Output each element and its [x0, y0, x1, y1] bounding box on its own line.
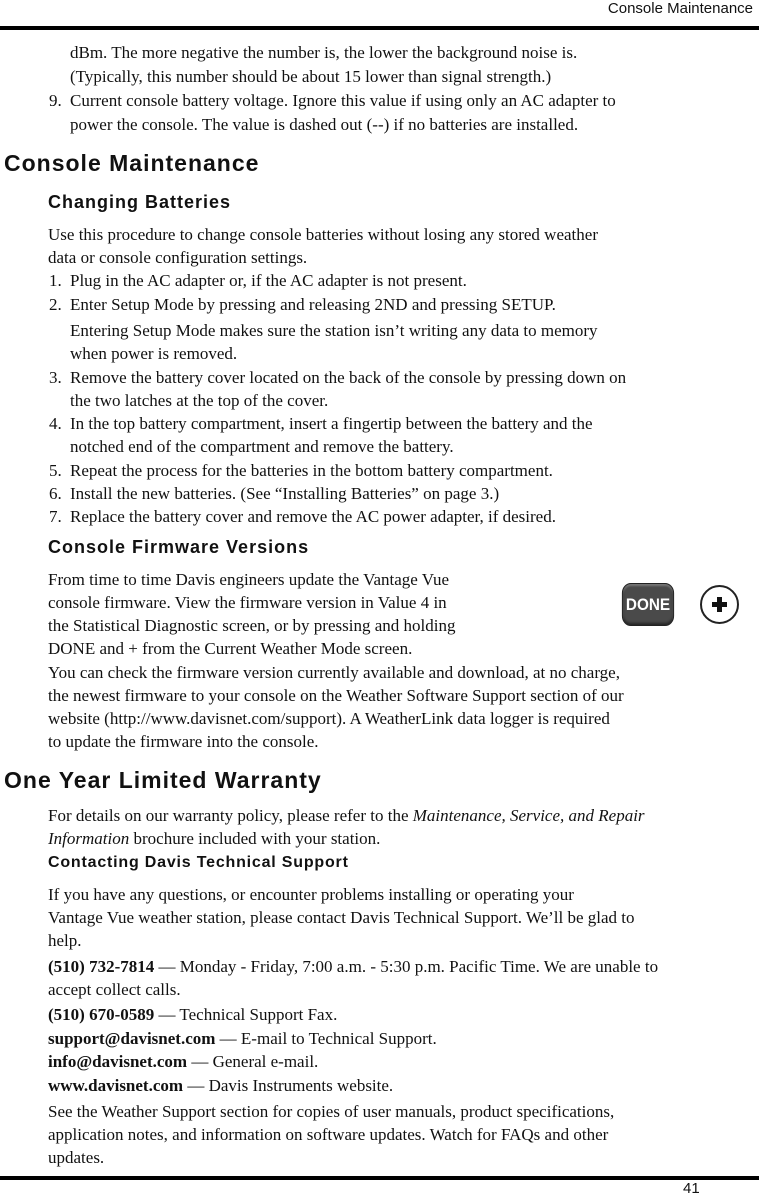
warranty-text: brochure included with your station. — [129, 829, 381, 848]
batteries-para-line-1: Use this procedure to change console batteries without losing any stored weather — [48, 225, 598, 244]
intro-line-1: dBm. The more negative the number is, the lower the background noise is. — [70, 43, 578, 62]
support-para-line: If you have any questions, or encounter problems installing or operating your — [48, 885, 574, 904]
heading-warranty: One Year Limited Warranty — [4, 767, 322, 793]
step-text: Repeat the process for the batteries in the bottom battery compartment. — [70, 461, 553, 480]
page-header-title: Console Maintenance — [607, 0, 753, 17]
list-number: 5. — [49, 461, 62, 480]
support-email-description: — E-mail to Technical Support. — [215, 1029, 437, 1048]
firmware-para-line: DONE and + from the Current Weather Mode screen. — [48, 639, 413, 658]
step-text: Install the new batteries. (See “Installing Batteries” on page 3.) — [70, 484, 500, 503]
firmware-para2-line: website (http://www.davisnet.com/support). A WeatherLink data logger is required — [48, 709, 610, 728]
closing-para-line: updates. — [48, 1148, 105, 1167]
warranty-para-line-1 — [48, 804, 645, 827]
done-button-illustration: DONE — [622, 583, 674, 626]
list-number: 1. — [49, 271, 62, 290]
step-text: Enter Setup Mode by pressing and releasing 2ND and pressing SETUP. — [70, 295, 556, 314]
step-text: Entering Setup Mode makes sure the station isn’t writing any data to memory — [70, 321, 598, 340]
step-text: Replace the battery cover and remove the AC power adapter, if desired. — [70, 507, 556, 526]
item-9-line-1: Current console battery voltage. Ignore this value if using only an AC adapter to — [70, 91, 616, 110]
batteries-para-line-2: data or console configuration settings. — [48, 248, 308, 267]
item-9-line-2: power the console. The value is dashed out (--) if no batteries are installed. — [70, 115, 579, 134]
firmware-para-line: console firmware. View the firmware version in Value 4 in — [48, 593, 447, 612]
firmware-para2-line: You can check the firmware version currently available and download, at no charge, — [48, 663, 620, 682]
brochure-title-cont: Information — [48, 829, 130, 848]
heading-firmware-versions: Console Firmware Versions — [48, 537, 310, 557]
website-description: — Davis Instruments website. — [183, 1076, 394, 1095]
phone-description-cont: accept collect calls. — [48, 980, 181, 999]
support-email: support@davisnet.com — [48, 1029, 216, 1048]
list-number: 2. — [49, 295, 62, 314]
closing-para-line: application notes, and information on software updates. Watch for FAQs and other — [48, 1125, 609, 1144]
list-number: 9. — [49, 91, 62, 110]
page-number: 41 — [683, 1180, 700, 1197]
info-email-line — [48, 1050, 318, 1073]
list-number: 3. — [49, 368, 62, 387]
fax-number: (510) 670-0589 — [48, 1005, 155, 1024]
step-text: In the top battery compartment, insert a fingertip between the battery and the — [70, 414, 593, 433]
step-text: Remove the battery cover located on the back of the console by pressing down on — [70, 368, 627, 387]
phone-line — [48, 955, 658, 978]
website: www.davisnet.com — [48, 1076, 184, 1095]
closing-para-line: See the Weather Support section for copies of user manuals, product specifications, — [48, 1102, 615, 1121]
header-rule — [0, 26, 759, 30]
info-email-description: — General e-mail. — [187, 1052, 319, 1071]
step-text: Plug in the AC adapter or, if the AC adapter is not present. — [70, 271, 467, 290]
intro-line-2: (Typically, this number should be about 15 lower than signal strength.) — [70, 67, 552, 86]
list-number: 6. — [49, 484, 62, 503]
footer-rule — [0, 1176, 759, 1180]
list-number: 4. — [49, 414, 62, 433]
fax-description: — Technical Support Fax. — [154, 1005, 338, 1024]
support-para-line: Vantage Vue weather station, please contact Davis Technical Support. We’ll be glad to — [48, 908, 635, 927]
firmware-para-line: From time to time Davis engineers update the Vantage Vue — [48, 570, 450, 589]
step-text: notched end of the compartment and remove the battery. — [70, 437, 454, 456]
step-text: when power is removed. — [70, 344, 238, 363]
firmware-para2-line: the newest firmware to your console on the Weather Software Support section of our — [48, 686, 624, 705]
fax-line — [48, 1003, 337, 1026]
phone-number: (510) 732-7814 — [48, 957, 155, 976]
support-email-line — [48, 1027, 437, 1050]
heading-changing-batteries: Changing Batteries — [48, 192, 232, 212]
step-text: the two latches at the top of the cover. — [70, 391, 329, 410]
firmware-para-line: the Statistical Diagnostic screen, or by pressing and holding — [48, 616, 456, 635]
heading-contacting-support: Contacting Davis Technical Support — [48, 854, 349, 871]
list-number: 7. — [49, 507, 62, 526]
heading-console-maintenance: Console Maintenance — [4, 150, 260, 176]
phone-description: — Monday - Friday, 7:00 a.m. - 5:30 p.m. Pacific Time. We are unable to — [154, 957, 659, 976]
support-para-line: help. — [48, 931, 82, 950]
warranty-para-line-2 — [48, 827, 380, 850]
warranty-text: For details on our warranty policy, please refer to the — [48, 806, 413, 825]
plus-button-illustration — [700, 585, 739, 624]
plus-icon — [702, 587, 737, 622]
website-line — [48, 1074, 393, 1097]
info-email: info@davisnet.com — [48, 1052, 188, 1071]
firmware-para2-line: to update the firmware into the console. — [48, 732, 319, 751]
brochure-title: Maintenance, Service, and Repair — [412, 806, 645, 825]
